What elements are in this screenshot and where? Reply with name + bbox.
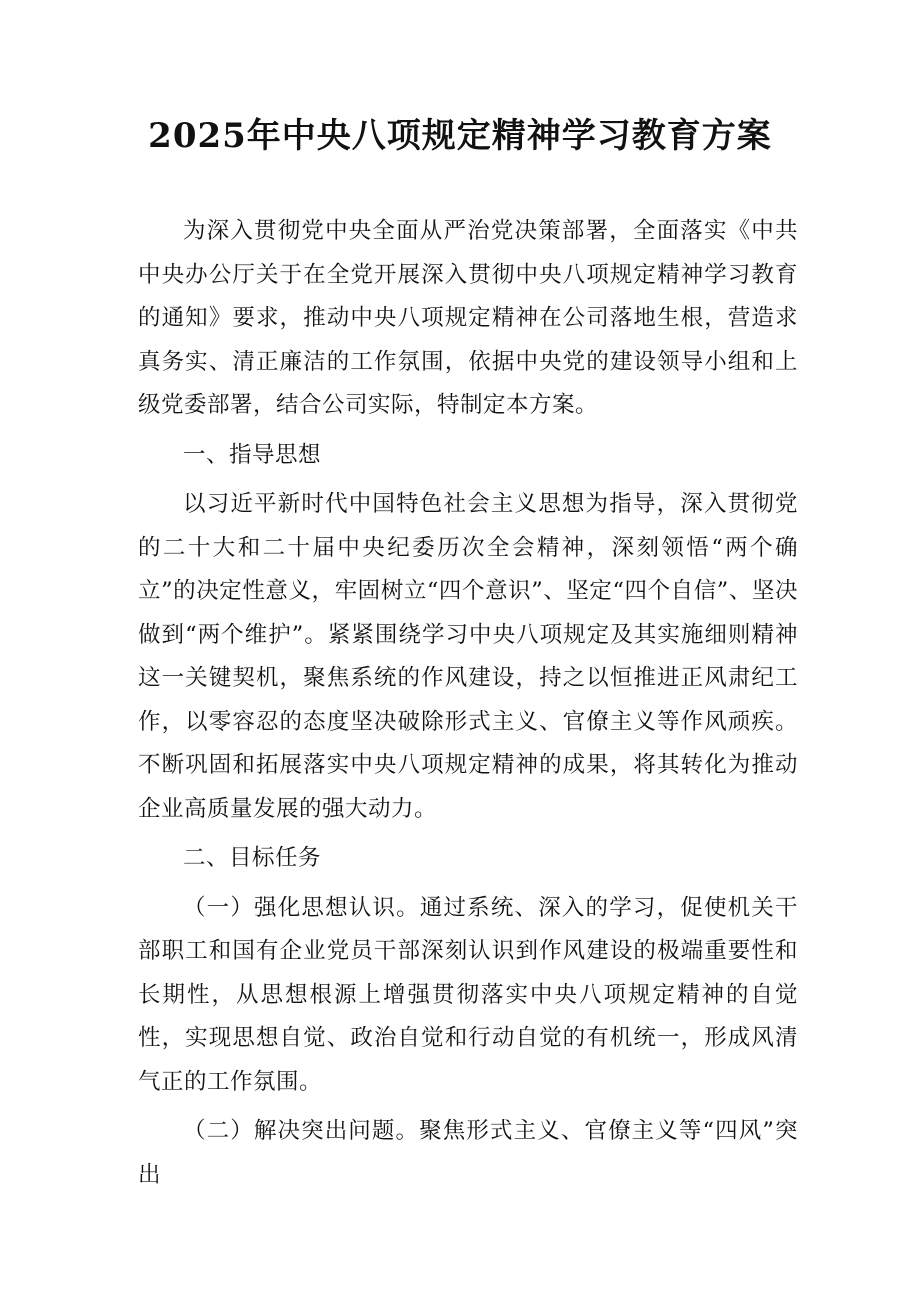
intro-paragraph: 为深入贯彻党中央全面从严治党决策部署，全面落实《中共中央办公厅关于在全党开展深入贯彻中央八项规定精神学习教育的通知》要求，推动中央八项规定精神在公司落地生根，营造求真务实、清正廉洁的工作氛围，依据中央党的建设领导小组和上级党委部署，结合公司实际，特制定本方案。 [138,218,798,418]
document-body [138,210,798,1197]
section-heading-guiding-ideology: 一、指导思想 [183,441,322,468]
goal-item-2-paragraph: （二）解决突出问题。聚焦形式主义、官僚主义等“四风”突出 [138,1118,798,1188]
goal-item-1-paragraph: （一）强化思想认识。通过系统、深入的学习，促使机关干部职工和国有企业党员干部深刻认识到作风建设的极端重要性和长期性，从思想根源上增强贯彻落实中央八项规定精神的自觉性，实现思想自觉、政治自觉和行动自觉的有机统一，形成风清气正的工作氛围。 [138,894,798,1095]
section-heading-goals-tasks: 二、目标任务 [183,845,322,871]
document-title: 2025年中央八项规定精神学习教育方案 [148,116,772,156]
guiding-ideology-paragraph: 以习近平新时代中国特色社会主义思想为指导，深入贯彻党的二十大和二十届中央纪委历次全会精神，深刻领悟“两个确立”的决定性意义，牢固树立“四个意识”、坚定“四个自信”、坚决做到“两个维护”。紧紧围绕学习中央八项规定及其实施细则精神这一关键契机，聚焦系统的作风建设，持之以恒推进正风肃纪工作，以零容忍的态度坚决破除形式主义、官僚主义等作风顽疾。不断巩固和拓展落实中央八项规定精神的成果，将其转化为推动企业高质量发展的强大动力。 [138,491,798,822]
